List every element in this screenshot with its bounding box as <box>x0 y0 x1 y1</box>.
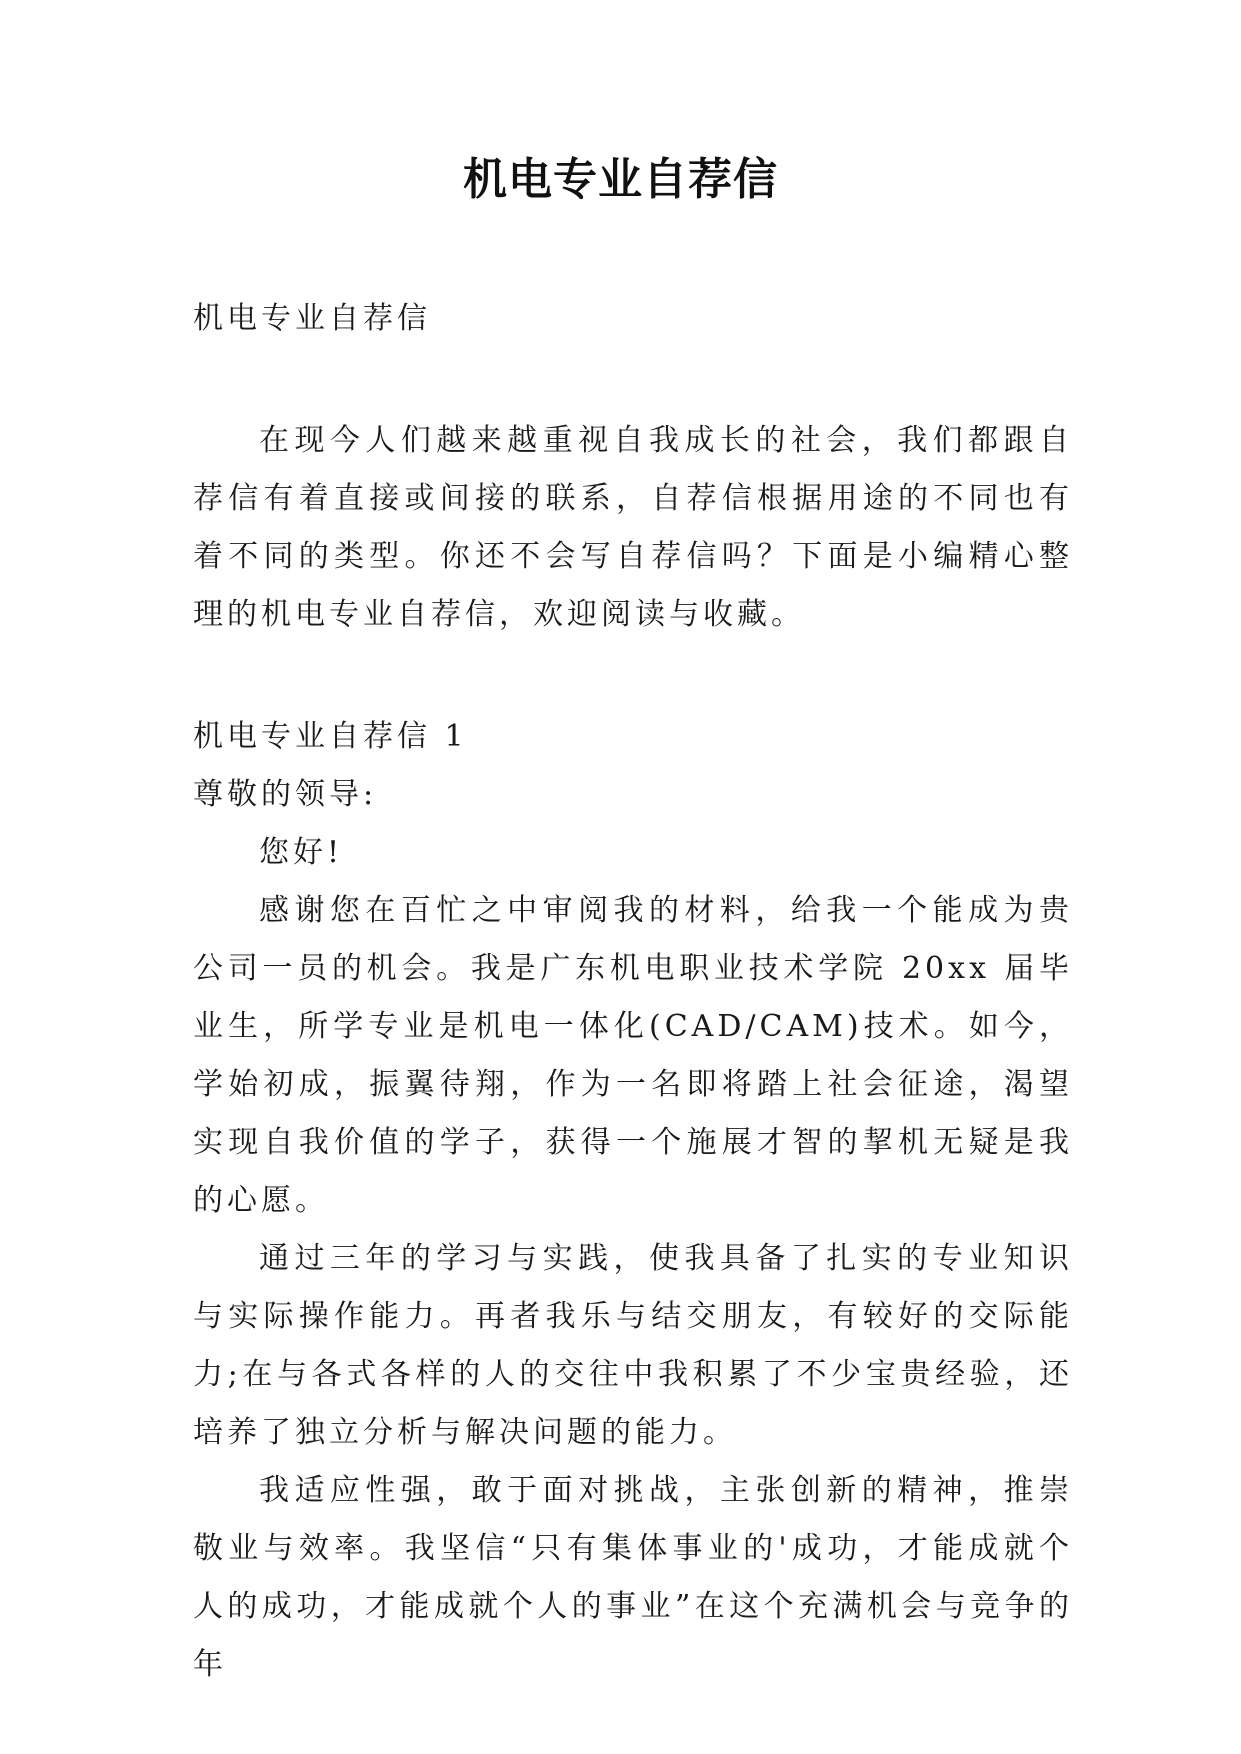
salutation: 尊敬的领导: <box>193 777 378 812</box>
spacer <box>193 348 1073 412</box>
spacer <box>193 644 1073 708</box>
body-paragraph: 感谢您在百忙之中审阅我的材料，给我一个能成为贵公司一员的机会。我是广东机电职业技术学院 20xx 届毕业生，所学专业是机电一体化(CAD/CAM)技术。如今，学始初成，振翼待翔，作为一名即将踏上社会征途，渴望实现自我价值的学子，获得一个施展才智的挈机无疑是我的心愿。 <box>193 893 1073 1218</box>
document-body <box>193 290 1073 1694</box>
body-paragraph: 通过三年的学习与实践，使我具备了扎实的专业知识与实际操作能力。再者我乐与结交朋友，有较好的交际能力;在与各式各样的人的交往中我积累了不少宝贵经验，还培养了独立分析与解决问题的能力。 <box>193 1241 1073 1450</box>
document-title: 机电专业自荐信 <box>463 154 778 205</box>
section-heading: 机电专业自荐信 1 <box>193 719 468 754</box>
body-paragraph: 我适应性强，敢于面对挑战，主张创新的精神，推崇敬业与效率。我坚信“只有集体事业的'成功，才能成就个人的成功，才能成就个人的事业”在这个充满机会与竞争的年 <box>193 1473 1073 1682</box>
document-subtitle: 机电专业自荐信 <box>193 301 431 336</box>
intro-paragraph: 在现今人们越来越重视自我成长的社会，我们都跟自荐信有着直接或间接的联系，自荐信根据用途的不同也有着不同的类型。你还不会写自荐信吗？下面是小编精心整理的机电专业自荐信，欢迎阅读与收藏。 <box>193 423 1073 632</box>
greeting: 您好! <box>259 835 344 870</box>
